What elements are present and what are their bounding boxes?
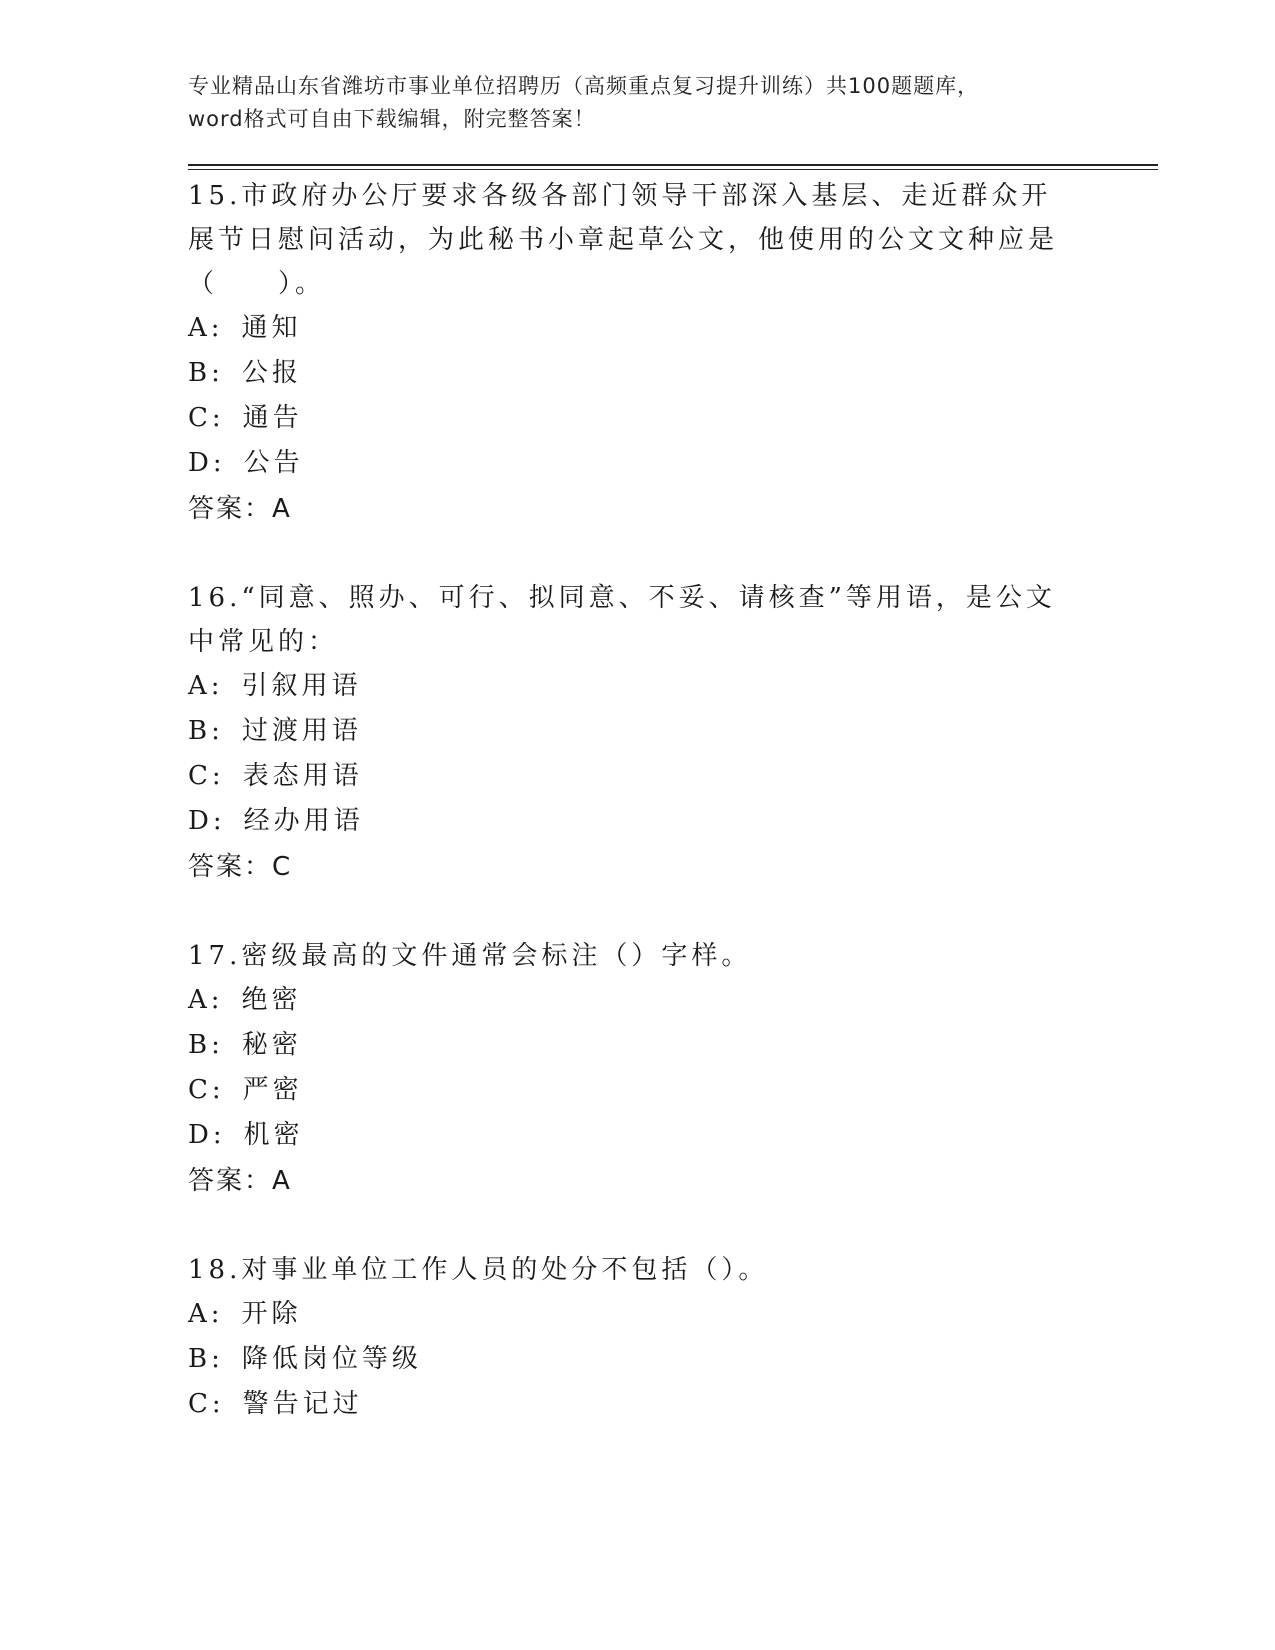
option-d: D: 公告: [188, 448, 304, 478]
option-c: C: 严密: [188, 1075, 303, 1105]
option-a: A: 绝密: [188, 985, 302, 1015]
option-c: C: 警告记过: [188, 1389, 363, 1419]
option-a: A: 通知: [188, 313, 302, 343]
question-stem: 15.市政府办公厅要求各级各部门领导干部深入基层、走近群众开展节日慰问活动，为此秘书小章起草公文，他使用的公文文种应是（ ）。: [188, 181, 1059, 299]
header-divider: [188, 164, 1158, 166]
option-b: B: 秘密: [188, 1030, 302, 1060]
option-a: A: 引叙用语: [188, 671, 362, 701]
option-a: A: 开除: [188, 1299, 302, 1329]
option-b: B: 降低岗位等级: [188, 1344, 422, 1374]
question-stem: 16.“同意、照办、可行、拟同意、不妥、请核查”等用语，是公文中常见的：: [188, 583, 1056, 657]
answer-line: 答案：A: [188, 494, 292, 524]
question-stem: 17.密级最高的文件通常会标注（）字样。: [188, 941, 752, 971]
question-17: [188, 934, 1158, 1204]
answer-line: 答案：C: [188, 852, 293, 882]
option-d: D: 经办用语: [188, 806, 364, 836]
document-header: 专业精品山东省潍坊市事业单位招聘历（高频重点复习提升训练）共100题题库，word格式可自由下载编辑，附完整答案！: [188, 74, 980, 131]
option-b: B: 过渡用语: [188, 716, 362, 746]
question-list: [188, 174, 1158, 1427]
question-18: [188, 1248, 1158, 1427]
question-stem: 18.对事业单位工作人员的处分不包括（）。: [188, 1255, 769, 1285]
answer-line: 答案：A: [188, 1166, 292, 1196]
option-c: C: 通告: [188, 403, 303, 433]
option-c: C: 表态用语: [188, 761, 363, 791]
question-15: [188, 174, 1158, 532]
option-d: D: 机密: [188, 1120, 304, 1150]
question-16: [188, 576, 1158, 890]
option-b: B: 公报: [188, 358, 302, 388]
document-page: [188, 70, 1158, 1471]
